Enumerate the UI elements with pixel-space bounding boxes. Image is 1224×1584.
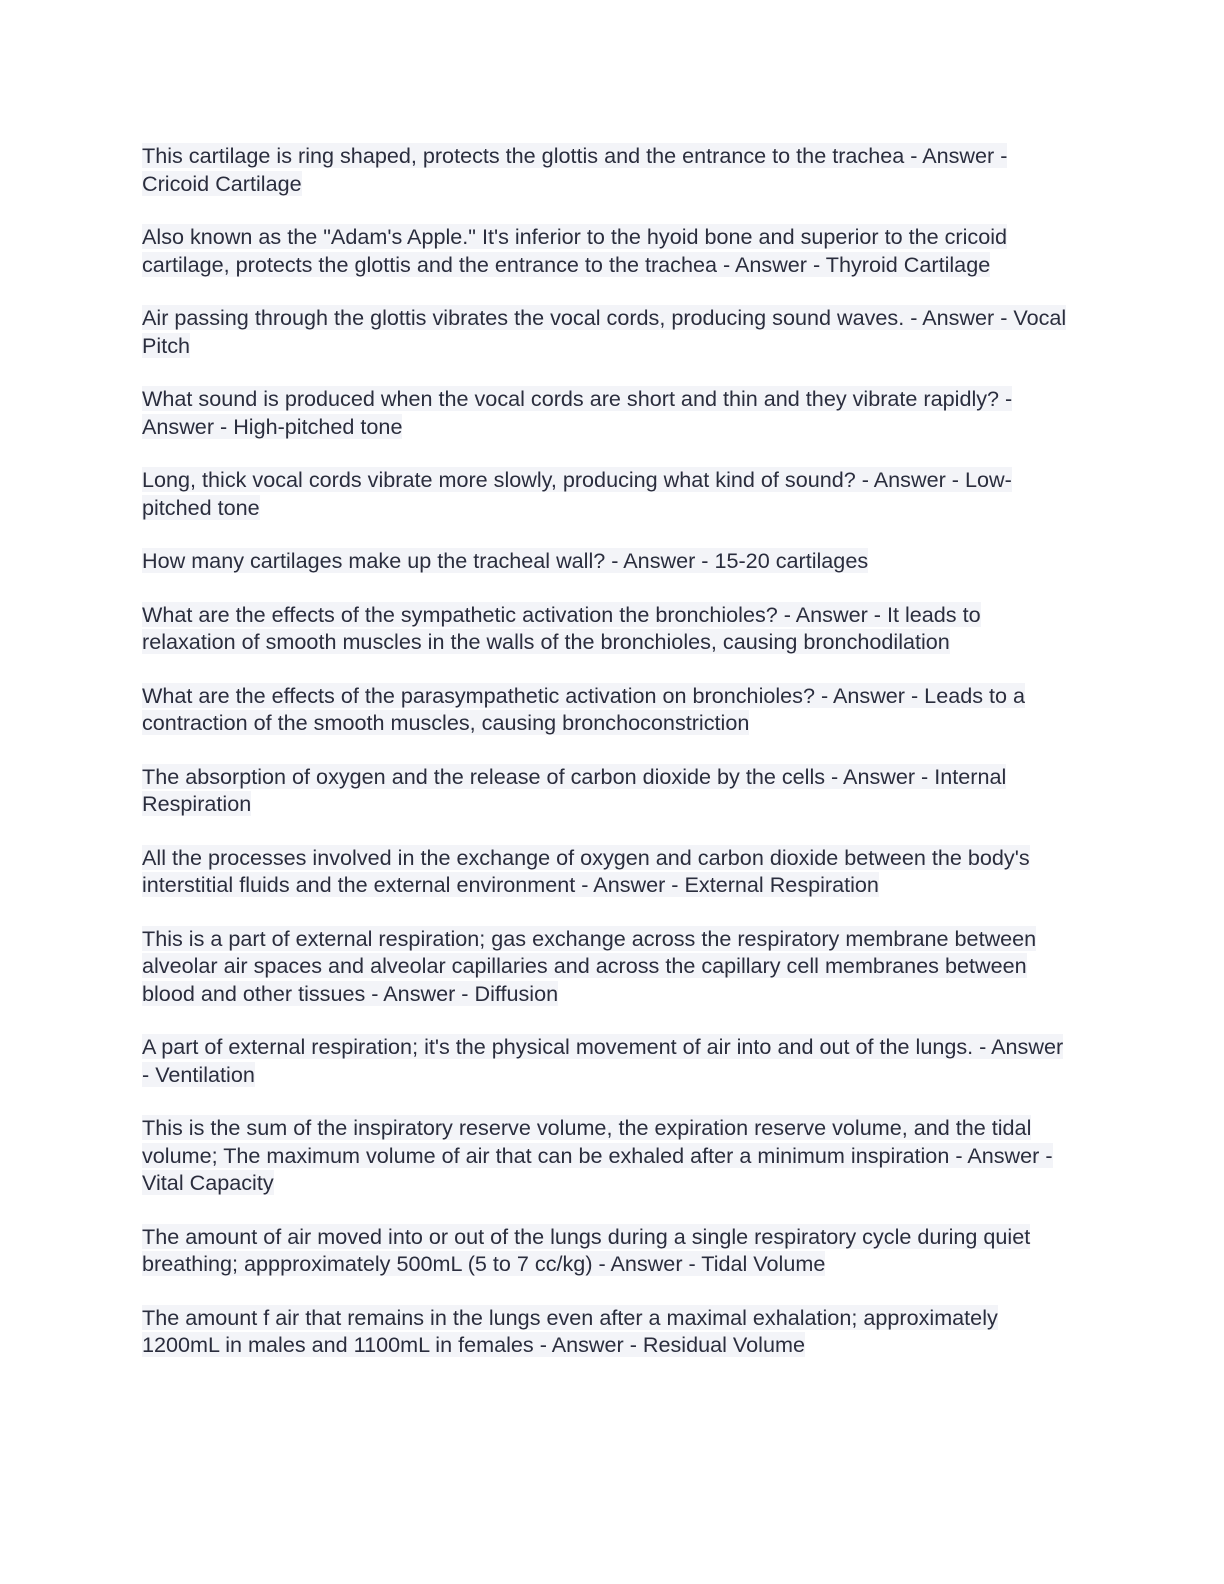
qa-text: The absorption of oxygen and the release of carbon dioxide by the cells - Answer - Internal Respiration	[142, 763, 1007, 816]
qa-text: What are the effects of the sympathetic activation the bronchioles? - Answer - It leads to relaxation of smooth muscles in the walls of the bronchioles, causing bronchodilation	[142, 601, 981, 654]
qa-item-tracheal-cartilages	[142, 547, 1072, 575]
qa-text: A part of external respiration; it's the physical movement of air into and out of the lungs. - Answer - Ventilation	[142, 1034, 1064, 1087]
qa-text: How many cartilages make up the tracheal wall? - Answer - 15-20 cartilages	[142, 548, 869, 573]
qa-item-thyroid-cartilage	[142, 223, 1072, 278]
qa-list	[142, 142, 1072, 1385]
qa-text: The amount of air moved into or out of the lungs during a single respiratory cycle during quiet breathing; appproximately 500mL (5 to 7 cc/kg) - Answer - Tidal Volume	[142, 1223, 1031, 1276]
qa-text: The amount f air that remains in the lungs even after a maximal exhalation; approximately 1200mL in males and 1100mL in females - Answer - Residual Volume	[142, 1304, 998, 1357]
qa-item-diffusion	[142, 925, 1072, 1008]
qa-text: All the processes involved in the exchange of oxygen and carbon dioxide between the body's interstitial fluids and the external environment - Answer - External Respiration	[142, 844, 1030, 897]
qa-item-internal-respiration	[142, 763, 1072, 818]
qa-item-vital-capacity	[142, 1114, 1072, 1197]
qa-item-sympathetic-activation	[142, 601, 1072, 656]
qa-item-tidal-volume	[142, 1223, 1072, 1278]
qa-text: What sound is produced when the vocal cords are short and thin and they vibrate rapidly? - Answer - High-pitched tone	[142, 386, 1013, 439]
qa-text: This is a part of external respiration; gas exchange across the respiratory membrane between alveolar air spaces and alveolar capillaries and across the capillary cell membranes between blood and other tissues - Answer - Diffusion	[142, 925, 1037, 1006]
qa-text: This is the sum of the inspiratory reserve volume, the expiration reserve volume, and the tidal volume; The maximum volume of air that can be exhaled after a minimum inspiration - Answer - Vital Capacity	[142, 1115, 1053, 1195]
qa-item-vocal-pitch	[142, 304, 1072, 359]
qa-item-external-respiration	[142, 844, 1072, 899]
qa-item-ventilation	[142, 1033, 1072, 1088]
qa-item-low-pitched-tone	[142, 466, 1072, 521]
qa-text: What are the effects of the parasympathetic activation on bronchioles? - Answer - Leads to a contraction of the smooth muscles, causing bronchoconstriction	[142, 682, 1026, 735]
qa-text: Also known as the "Adam's Apple." It's inferior to the hyoid bone and superior to the cricoid cartilage, protects the glottis and the entrance to the trachea - Answer - Thyroid Cartilage	[142, 224, 1008, 277]
qa-item-residual-volume	[142, 1304, 1072, 1359]
qa-item-high-pitched-tone	[142, 385, 1072, 440]
qa-item-cricoid-cartilage	[142, 142, 1072, 197]
qa-text: Air passing through the glottis vibrates the vocal cords, producing sound waves. - Answer - Vocal Pitch	[142, 305, 1067, 358]
qa-text: This cartilage is ring shaped, protects the glottis and the entrance to the trachea - Answer - Cricoid Cartilage	[142, 143, 1008, 196]
qa-text: Long, thick vocal cords vibrate more slowly, producing what kind of sound? - Answer - Low-pitched tone	[142, 467, 1012, 520]
qa-item-parasympathetic-activation	[142, 682, 1072, 737]
